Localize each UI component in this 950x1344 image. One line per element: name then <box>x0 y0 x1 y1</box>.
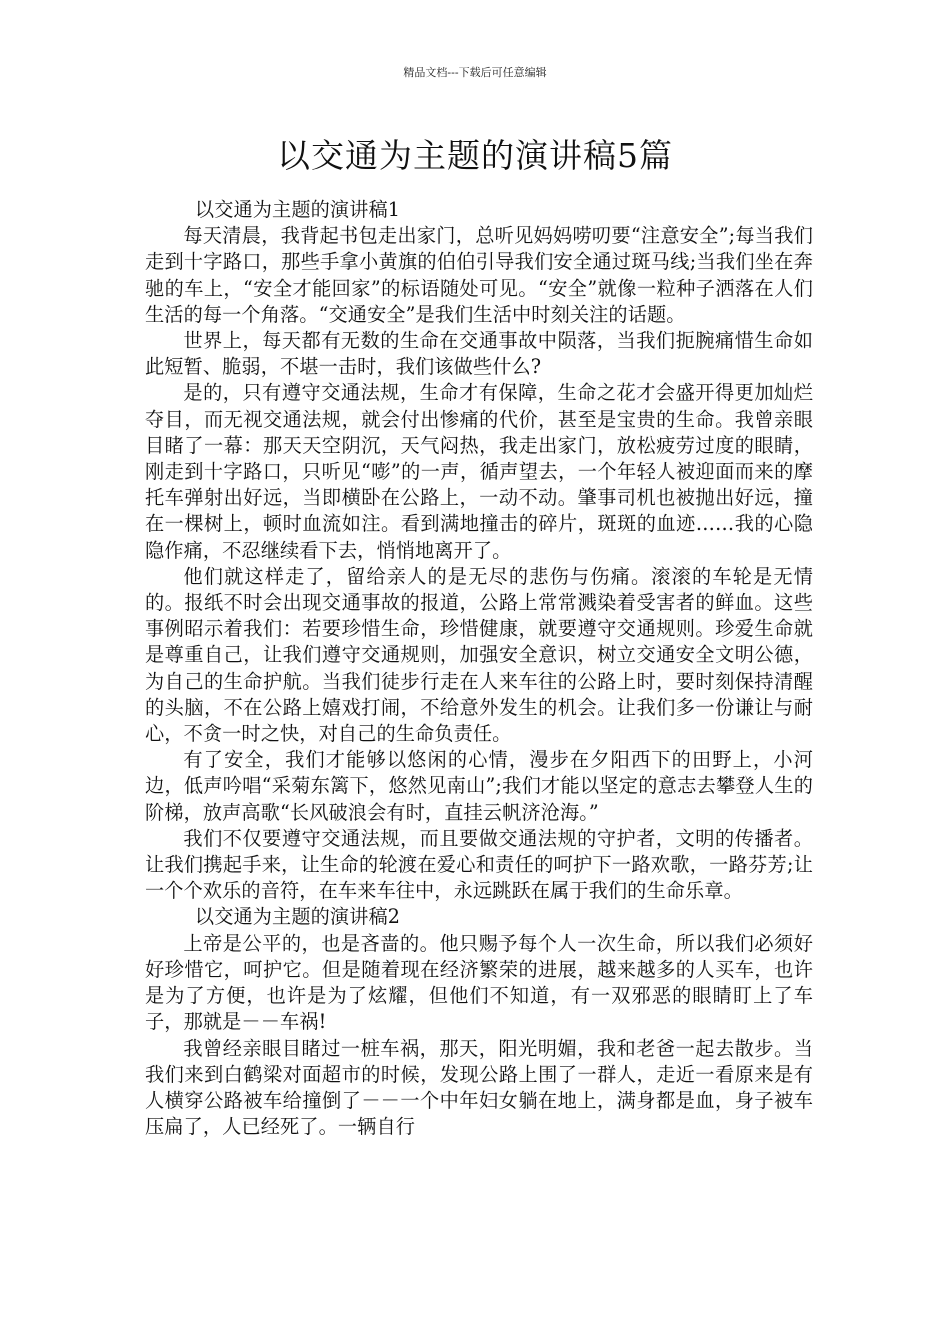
section-heading: 以交通为主题的演讲稿2 <box>194 905 401 929</box>
paragraph: 是的，只有遵守交通法规，生命才有保障，生命之花才会盛开得更加灿烂夺目，而无视交通法规，就会付出惨痛的代价，甚至是宝贵的生命。我曾亲眼目睹了一幕：那天天空阴沉，天气闷热，我走出家门，放松疲劳过度的眼睛，刚走到十字路口，只听见“嘭”的一声，循声望去，一个年轻人被迎面而来的摩托车弹射出好远，当即横卧在公路上，一动不动。肇事司机也被抛出好远，撞在一棵树上，顿时血流如注。看到满地撞击的碎片，斑斑的血迹……我的心隐隐作痛，不忍继续看下去，悄悄地离开了。 <box>145 381 813 562</box>
paragraph: 我曾经亲眼目睹过一桩车祸，那天，阳光明媚，我和老爸一起去散步。当我们来到白鹤梁对面超市的时候，发现公路上围了一群人，走近一看原来是有人横穿公路被车给撞倒了－－一个中年妇女躺在地上，满身都是血，身子被车压扁了，人已经死了。一辆自行 <box>145 1036 813 1139</box>
paragraph: 我们不仅要遵守交通法规，而且要做交通法规的守护者，文明的传播者。让我们携起手来，让生命的轮渡在爱心和责任的呵护下一路欢歌，一路芬芳;让一个个欢乐的音符，在车来车往中，永远跳跃在属于我们的生命乐章。 <box>145 826 813 903</box>
paragraph: 每天清晨，我背起书包走出家门，总听见妈妈唠叨要“注意安全”;每当我们走到十字路口，那些手拿小黄旗的伯伯引导我们安全通过斑马线;当我们坐在奔驰的车上，“安全才能回家”的标语随处可见。“安全”就像一粒种子洒落在人们生活的每一个角落。“交通安全”是我们生活中时刻关注的话题。 <box>145 224 813 326</box>
paragraph: 他们就这样走了，留给亲人的是无尽的悲伤与伤痛。滚滚的车轮是无情的。报纸不时会出现交通事故的报道，公路上常常溅染着受害者的鲜血。这些事例昭示着我们：若要珍惜生命，珍惜健康，就要遵守交通规则。珍爱生命就是尊重自己，让我们遵守交通规则，加强安全意识，树立交通安全文明公德，为自己的生命护航。当我们徒步行走在人来车往的公路上时，要时刻保持清醒的头脑，不在公路上嬉戏打闹，不给意外发生的机会。让我们多一份谦让与耐心，不贪一时之快，对自己的生命负责任。 <box>145 564 813 746</box>
header-note: 精品文档---下载后可任意编辑 <box>403 66 547 79</box>
paragraph: 上帝是公平的，也是吝啬的。他只赐予每个人一次生命，所以我们必须好好珍惜它，呵护它。但是随着现在经济繁荣的进展，越来越多的人买车，也许是为了方便，也许是为了炫耀，但他们不知道，有一双邪恶的眼睛盯上了车子，那就是－－车祸! <box>145 931 813 1034</box>
paragraph: 有了安全，我们才能够以悠闲的心情，漫步在夕阳西下的田野上，小河边，低声吟唱“采菊东篱下，悠然见南山”;我们才能以坚定的意志去攀登人生的阶梯，放声高歌“长风破浪会有时，直挂云帆济沧海。” <box>145 748 813 824</box>
document-body <box>145 197 813 1140</box>
paragraph: 世界上，每天都有无数的生命在交通事故中陨落，当我们扼腕痛惜生命如此短暂、脆弱，不堪一击时，我们该做些什么? <box>145 329 813 379</box>
section-heading: 以交通为主题的演讲稿1 <box>194 198 401 221</box>
document-title: 以交通为主题的演讲稿5篇 <box>277 136 673 175</box>
